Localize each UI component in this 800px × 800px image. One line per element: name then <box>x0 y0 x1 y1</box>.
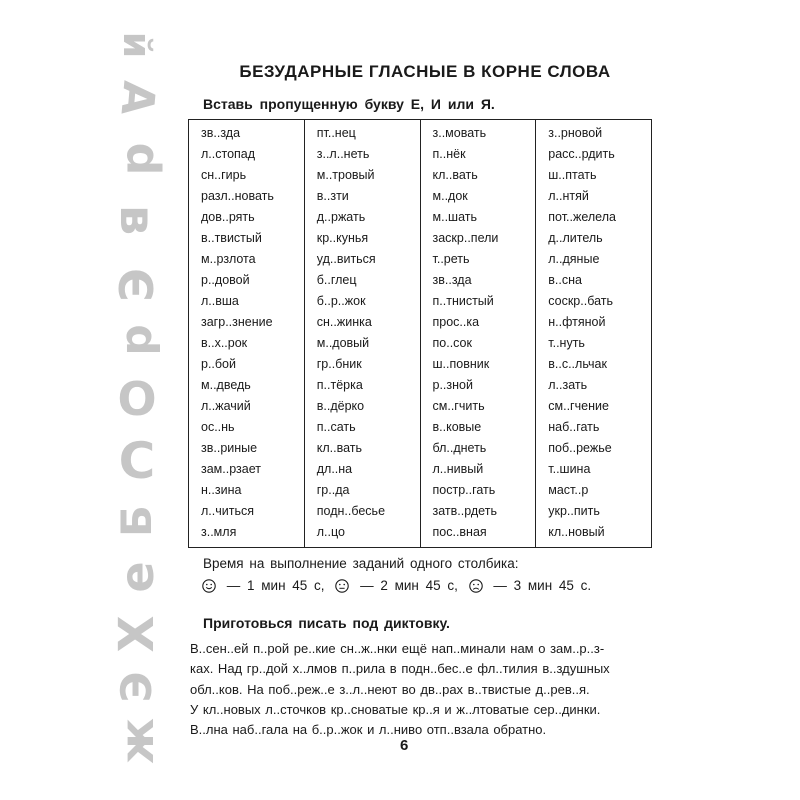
word-cell: п..тнистый <box>432 294 494 308</box>
word-table <box>188 119 652 548</box>
word-cell: л..цо <box>316 525 345 539</box>
word-cell: в..х..рок <box>201 336 248 350</box>
word-cell: зв..риные <box>201 441 258 455</box>
dictation-title: Приготовься писать под диктовку. <box>203 615 450 631</box>
word-cell: р..довой <box>201 273 250 287</box>
word-cell: в..твистый <box>201 231 262 245</box>
word-cell: б..глец <box>316 273 357 287</box>
word-cell: л..нтяй <box>548 189 589 203</box>
word-cell: в..дёрко <box>316 399 365 413</box>
word-cell: п..сать <box>316 420 356 434</box>
side-letter: О <box>117 372 157 426</box>
side-letter: С <box>118 432 156 490</box>
word-cell: разл..новать <box>201 189 274 203</box>
word-cell: з..мля <box>201 525 237 539</box>
word-cell: бл..днеть <box>432 441 487 455</box>
word-cell: з..мовать <box>432 126 487 140</box>
side-letter: е <box>110 561 164 593</box>
word-column <box>305 120 421 547</box>
word-cell: кр..кунья <box>316 231 369 245</box>
word-cell: в..зти <box>316 189 349 203</box>
word-cell: п..тёрка <box>316 378 363 392</box>
score-text: — 2 мин 45 с, <box>353 578 465 593</box>
side-letter: Э <box>110 268 164 302</box>
word-cell: наб..гать <box>548 420 600 434</box>
side-letter: Х <box>109 615 165 653</box>
time-scores <box>198 578 591 593</box>
word-cell: дов..рять <box>201 210 255 224</box>
task-instruction: Вставь пропущенную букву Е, И или Я. <box>203 96 495 112</box>
word-cell: заскр..пели <box>432 231 499 245</box>
dictation-text <box>190 639 660 740</box>
dictation-line: обл..ков. На поб..реж..е з..л..неют во дв..рах в..твистые д..рев..я. <box>190 681 590 697</box>
word-cell: прос..ка <box>432 315 480 329</box>
decorative-alphabet <box>108 18 166 770</box>
side-letter: й <box>115 31 159 59</box>
word-cell: т..реть <box>432 252 470 266</box>
word-cell: затв..рдеть <box>432 504 497 518</box>
word-cell: н..фтяной <box>548 315 606 329</box>
word-cell: сн..гирь <box>201 168 247 182</box>
dictation-line: В..лна наб..гала на б..р..жок и л..ниво отп..взала обратно. <box>190 722 547 738</box>
word-cell: гр..да <box>316 483 350 497</box>
word-cell: л..дяные <box>548 252 600 266</box>
word-cell: м..довый <box>316 336 370 350</box>
word-cell: кл..вать <box>316 441 363 455</box>
word-cell: д..ржать <box>316 210 366 224</box>
dictation-line: У кл..новых л..сточков кр..сноватые кр..я и ж..лтоватые сер..динки. <box>190 701 601 717</box>
word-cell: л..нивый <box>432 462 484 476</box>
word-cell: м..рзлота <box>201 252 256 266</box>
word-cell: м..тровый <box>316 168 375 182</box>
word-cell: м..шать <box>432 210 477 224</box>
word-cell: поб..режье <box>548 441 612 455</box>
dictation-line: В..сен..ей п..рой ре..кие сн..ж..нки ещё нап..минали нам о зам..р..з- <box>190 641 605 656</box>
word-cell: л..жачий <box>201 399 251 413</box>
word-cell: т..шина <box>548 462 591 476</box>
word-cell: в..ковые <box>432 420 482 434</box>
word-cell: р..зной <box>432 378 473 392</box>
word-cell: п..нёк <box>432 147 466 161</box>
smile-face-icon <box>202 579 216 593</box>
side-letter: ж <box>110 718 164 764</box>
word-cell: м..док <box>432 189 468 203</box>
word-cell: укр..пить <box>548 504 600 518</box>
word-cell: з..рновой <box>548 126 603 140</box>
word-cell: дл..на <box>316 462 353 476</box>
word-cell: в..сна <box>548 273 582 287</box>
side-letter: Э <box>112 671 161 703</box>
word-cell: ш..птать <box>548 168 597 182</box>
word-cell: кл..вать <box>432 168 478 182</box>
side-letter: р <box>111 324 162 356</box>
neutral-face-icon <box>335 579 349 593</box>
word-cell: л..зать <box>548 378 588 392</box>
word-cell: уд..виться <box>316 252 376 266</box>
word-cell: н..зина <box>201 483 242 497</box>
dictation-line: ках. Над гр..дой х..лмов п..рила в подн..бес..е фл..тилия в..здушных <box>190 661 610 677</box>
word-column <box>536 120 651 547</box>
word-cell: б..р..жок <box>316 294 366 308</box>
word-cell: зв..зда <box>201 126 241 140</box>
word-cell: в..с..льчак <box>548 357 607 371</box>
word-cell: см..гчение <box>548 399 609 413</box>
word-cell: л..вша <box>201 294 239 308</box>
side-letter: Б <box>112 505 161 538</box>
word-cell: ос..нь <box>201 420 235 434</box>
word-cell: л..читься <box>201 504 254 518</box>
word-cell: загр..знение <box>201 315 273 329</box>
word-cell: зам..рзает <box>201 462 261 476</box>
word-cell: расс..рдить <box>548 147 615 161</box>
page-number: 6 <box>400 737 409 754</box>
page-title: БЕЗУДАРНЫЕ ГЛАСНЫЕ В КОРНЕ СЛОВА <box>239 62 611 81</box>
word-cell: гр..бник <box>316 357 362 371</box>
word-cell: по..сок <box>432 336 472 350</box>
word-cell: сн..жинка <box>316 315 372 329</box>
word-cell: м..дведь <box>201 378 251 392</box>
word-cell: ш..повник <box>432 357 490 371</box>
word-cell: пос..вная <box>432 525 487 539</box>
time-instruction: Время на выполнение заданий одного столбика: <box>203 556 519 571</box>
word-column <box>189 120 305 547</box>
word-cell: постр..гать <box>432 483 496 497</box>
side-letter: А <box>110 78 165 118</box>
word-cell: соскр..бать <box>548 294 613 308</box>
word-cell: см..гчить <box>432 399 485 413</box>
side-letter: в <box>109 204 165 236</box>
word-cell: маст..р <box>548 483 589 497</box>
word-cell: р..бой <box>201 357 236 371</box>
word-cell: л..стопад <box>201 147 256 161</box>
word-cell: зв..зда <box>432 273 472 287</box>
word-cell: пот..желела <box>548 210 616 224</box>
word-cell: подн..бесье <box>316 504 386 518</box>
word-cell: пт..нец <box>316 126 356 140</box>
word-column <box>421 120 537 547</box>
word-cell: з..л..неть <box>316 147 370 161</box>
score-text: — 3 мин 45 с. <box>486 578 592 593</box>
score-text: — 1 мин 45 с, <box>220 578 332 593</box>
word-cell: т..нуть <box>548 336 585 350</box>
word-cell: д..литель <box>548 231 603 245</box>
word-cell: кл..новый <box>548 525 605 539</box>
sad-face-icon <box>469 579 483 593</box>
side-letter: р <box>110 142 164 176</box>
